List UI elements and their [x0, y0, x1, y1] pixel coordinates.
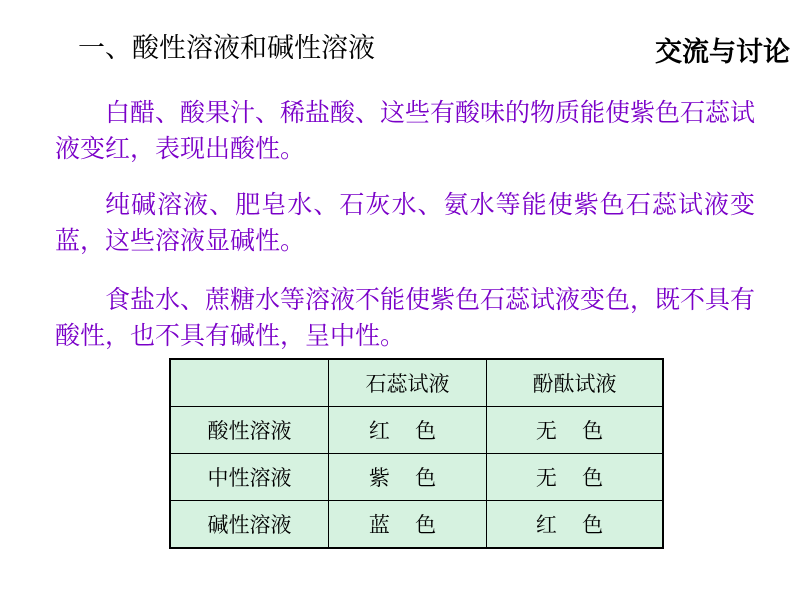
table-row	[170, 454, 663, 501]
cell-acidic-litmus: 红 色	[329, 407, 487, 454]
page-title: 一、酸性溶液和碱性溶液	[78, 33, 375, 63]
table-row	[170, 407, 663, 454]
cell-acidic-phenolphthalein: 无 色	[487, 407, 664, 454]
table-header-row	[170, 359, 663, 407]
table-row	[170, 501, 663, 549]
cell-basic-litmus: 蓝 色	[329, 501, 487, 549]
paragraph-neutral: 食盐水、蔗糖水等溶液不能使紫色石蕊试液变色，既不具有酸性，也不具有碱性，呈中性。	[55, 287, 756, 350]
table-header-corner	[170, 359, 329, 407]
row-label-basic: 碱性溶液	[170, 501, 329, 549]
cell-neutral-phenolphthalein: 无 色	[487, 454, 664, 501]
table-header-litmus: 石蕊试液	[329, 359, 487, 407]
row-label-acidic: 酸性溶液	[170, 407, 329, 454]
section-badge: 交流与讨论	[655, 37, 790, 67]
slide-title-row	[0, 14, 800, 68]
cell-basic-phenolphthalein: 红 色	[487, 501, 664, 549]
paragraph-basic: 纯碱溶液、肥皂水、石灰水、氨水等能使紫色石蕊试液变蓝，这些溶液显碱性。	[55, 192, 755, 255]
indicator-results-table	[169, 358, 664, 549]
paragraph-acidic: 白醋、酸果汁、稀盐酸、这些有酸味的物质能使紫色石蕊试液变红，表现出酸性。	[55, 100, 756, 163]
table-header-phenolphthalein: 酚酞试液	[487, 359, 664, 407]
cell-neutral-litmus: 紫 色	[329, 454, 487, 501]
row-label-neutral: 中性溶液	[170, 454, 329, 501]
